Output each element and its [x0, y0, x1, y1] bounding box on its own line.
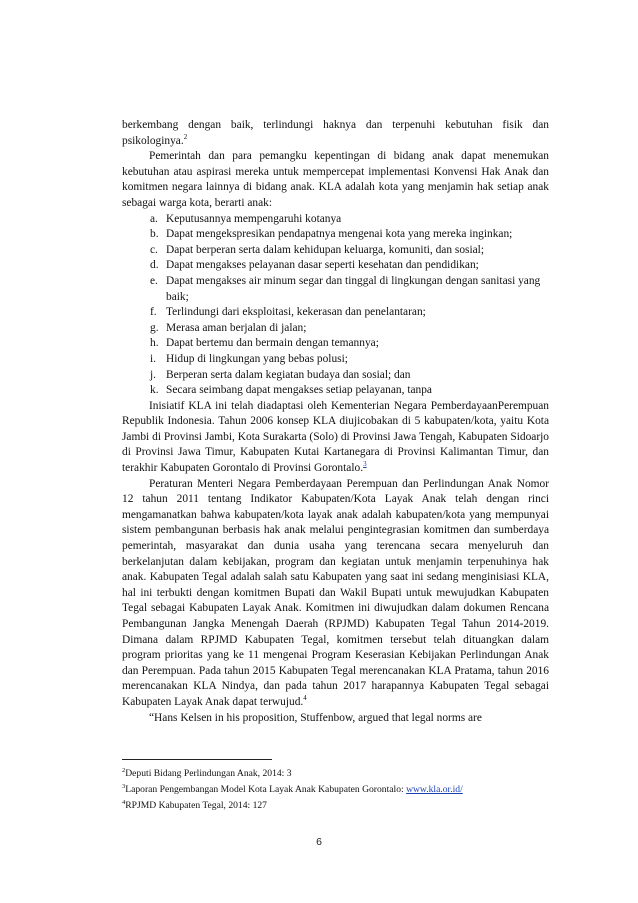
footnote-link[interactable]: www.kla.or.id/ [406, 784, 463, 795]
list-item [122, 243, 549, 259]
footnote [122, 766, 562, 782]
paragraph-3 [122, 399, 549, 477]
footnote-number: 3 [122, 782, 126, 790]
list-marker: j. [150, 368, 157, 381]
list-item [122, 212, 549, 228]
list-marker: h. [150, 337, 159, 350]
footnotes [122, 766, 562, 814]
list-item [122, 258, 549, 274]
list-item [122, 368, 549, 384]
footnote [122, 798, 562, 814]
list-marker: e. [150, 274, 158, 287]
list-item [122, 336, 549, 352]
footnote-number: 4 [122, 798, 126, 806]
footnote [122, 782, 562, 798]
list-item-text: Dapat mengakses pelayanan dasar seperti kesehatan dan pendidikan; [166, 259, 479, 272]
footnote-ref-3[interactable]: 3 [363, 460, 367, 469]
list-marker: i. [150, 352, 157, 365]
paragraph-2: Pemerintah dan para pemangku kepentingan di bidang anak dapat menemukan kebutuhan atau aspirasi mereka untuk mempercepat implementasi Konvensi Hak Anak dan komitmen negara lainnya di bidang anak. KLA adalah kota yang menjamin hak setiap anak sebagai warga kota, berarti anak: [122, 150, 549, 209]
list-marker: c. [150, 243, 158, 256]
footnote-separator [122, 759, 272, 760]
list-item [122, 227, 549, 243]
list-item [122, 352, 549, 368]
list-marker: a. [150, 212, 158, 225]
rights-list [122, 212, 549, 399]
list-marker: d. [150, 259, 159, 272]
list-item [122, 305, 549, 321]
list-item-text: Keputusannya mempengaruhi kotanya [166, 212, 342, 225]
page-number: 6 [316, 836, 322, 848]
footnote-text: RPJMD Kabupaten Tegal, 2014: 127 [125, 800, 267, 811]
body-text [122, 118, 549, 726]
list-marker: f. [150, 306, 157, 319]
list-item-text: Terlindungi dari eksploitasi, kekerasan dan penelantaran; [166, 306, 426, 319]
list-marker: g. [150, 321, 159, 334]
footnote-text: Laporan Pengembangan Model Kota Layak Anak Kabupaten Gorontalo: [125, 784, 407, 795]
footnote-number: 2 [122, 766, 126, 774]
paragraph-1 [122, 118, 549, 149]
list-item-text: Dapat mengekspresikan pendapatnya mengenai kota yang mereka inginkan; [166, 228, 513, 241]
list-item [122, 383, 549, 399]
paragraph-1-text: berkembang dengan baik, terlindungi haknya dan terpenuhi kebutuhan fisik dan psikologinya. [122, 119, 549, 147]
list-item-text: Dapat mengakses air minum segar dan tinggal di lingkungan dengan sanitasi yang baik; [166, 274, 541, 303]
list-item-text: Merasa aman berjalan di jalan; [166, 321, 307, 334]
list-item-text: Berperan serta dalam kegiatan budaya dan sosial; dan [166, 368, 411, 381]
footnote-ref-2[interactable]: 2 [183, 132, 188, 141]
footnote-text: Deputi Bidang Perlindungan Anak, 2014: 3 [125, 768, 292, 779]
list-marker: b. [150, 228, 159, 241]
paragraph-5: “Hans Kelsen in his proposition, Stuffenbow, argued that legal norms are [149, 711, 482, 724]
list-item-text: Dapat bertemu dan bermain dengan temannya; [166, 337, 379, 350]
footnote-ref-4[interactable]: 4 [303, 694, 307, 703]
list-marker: k. [150, 384, 159, 397]
list-item-text: Dapat berperan serta dalam kehidupan keluarga, komuniti, dan sosial; [166, 243, 484, 256]
list-item [122, 274, 549, 305]
list-item-text: Secara seimbang dapat mengakses setiap pelayanan, tanpa [166, 384, 432, 397]
list-item-text: Hidup di lingkungan yang bebas polusi; [166, 352, 348, 365]
paragraph-4 [122, 477, 549, 711]
list-item [122, 321, 549, 337]
paragraph-3-text: Inisiatif KLA ini telah diadaptasi oleh Kementerian Negara PemberdayaanPerempuan Republik Indonesia. Tahun 2006 konsep KLA diujicobakan di 5 kabupaten/kota, yaitu Kota Jambi di Provinsi Jambi, Kota Surakarta (Solo) di Provinsi Jawa Tengah, Kabupaten Sidoarjo di Provinsi Jawa Timur, Kabupaten Kutai Kartanegara di Provinsi Kalimantan Timur, dan terakhir Kabupaten Gorontalo di Provinsi Gorontalo. [122, 399, 549, 475]
paragraph-4-text: Peraturan Menteri Negara Pemberdayaan Perempuan dan Perlindungan Anak Nomor 12 tahun 2011 tentang Indikator Kabupaten/Kota Layak Anak telah dengan rinci mengamanatkan bahwa kabupaten/kota layak anak adalah kabupaten/kota yang mempunyai sistem pembangunan berbasis hak anak melalui pengintegrasian komitmen dan sumberdaya pemerintah, masyarakat dan dunia usaha yang terencana secara menyeluruh dan berkelanjutan dalam kebijakan, program dan kegiatan untuk menjamin terpenuhinya hak anak. Kabupaten Tegal adalah salah satu Kabupaten yang saat ini sedang menginisiasi KLA, hal ini terbukti dengan komitmen Bupati dan Wakil Bupati untuk mewujudkan Kabupaten Tegal sebagai Kabupaten Layak Anak. Komitmen ini diwujudkan dalam dokumen Rencana Pembangunan Jangka Menengah Daerah (RPJMD) Kabupaten Tegal Tahun 2014-2019. Dimana dalam RPJMD Kabupaten Tegal, komitmen tersebut telah dituangkan dalam program prioritas yang ke 11 mengenai Program Keserasian Kebijakan Perlindungan Anak dan Perempuan. Pada tahun 2015 Kabupaten Tegal merencanakan KLA Pratama, tahun 2016 merencanakan KLA Nindya, dan pada tahun 2017 harapannya Kabupaten Tegal sebagai Kabupaten Layak Anak dapat terwujud. [122, 477, 549, 708]
